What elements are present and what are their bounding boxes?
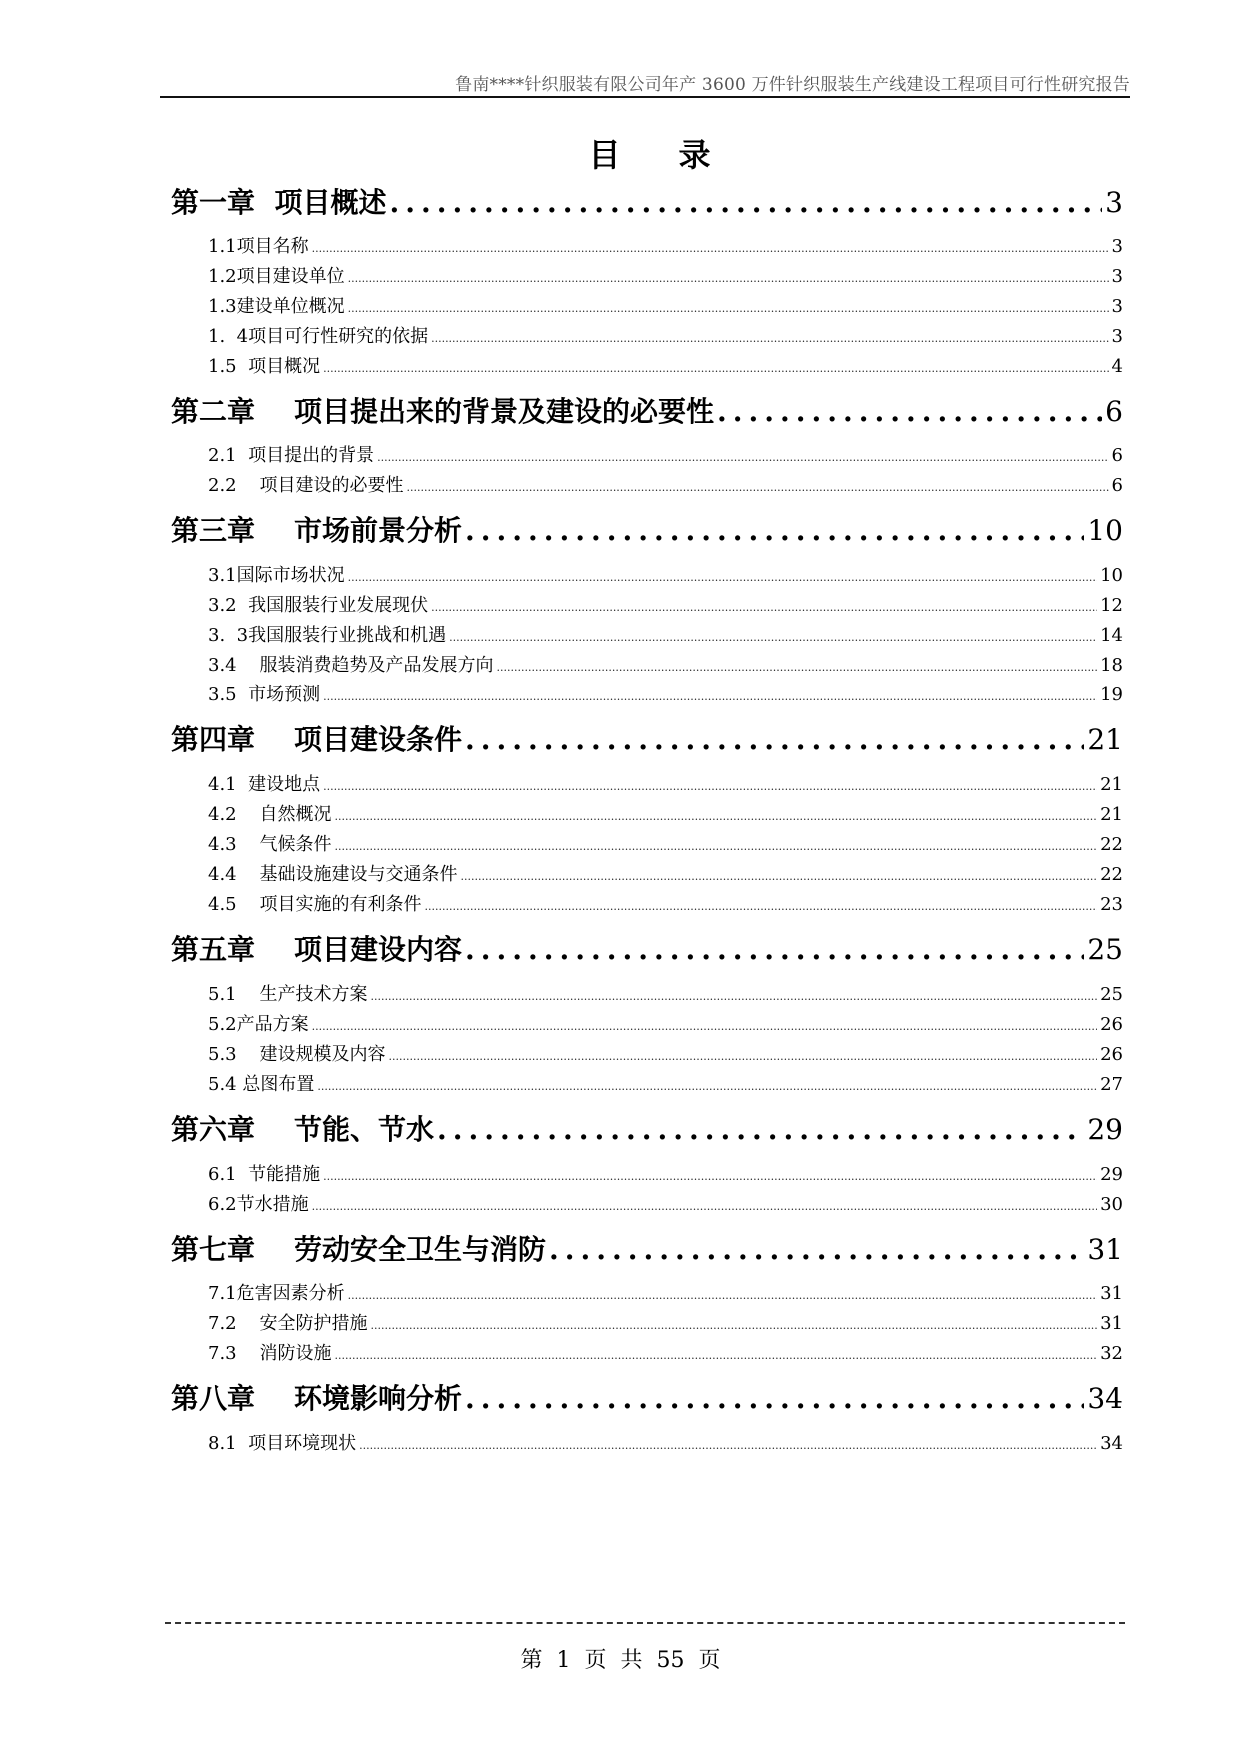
toc-section-entry[interactable] bbox=[208, 770, 1123, 796]
dot-leader bbox=[335, 810, 1098, 823]
toc-section-entry[interactable] bbox=[208, 262, 1123, 288]
toc-entry-label: 2.2 项目建设的必要性 bbox=[208, 475, 404, 496]
toc-entry-label: 第二章 项目提出来的背景及建设的必要性 bbox=[171, 395, 714, 428]
toc-section-entry[interactable] bbox=[208, 1010, 1123, 1036]
toc-page-number: 12 bbox=[1100, 595, 1123, 616]
toc-page-number: 31 bbox=[1100, 1313, 1123, 1334]
toc-section-entry[interactable] bbox=[208, 830, 1123, 856]
toc-page-number: 25 bbox=[1087, 933, 1123, 966]
toc-page-number: 3 bbox=[1111, 326, 1123, 347]
dot-leader bbox=[371, 990, 1098, 1003]
toc-chapter-entry[interactable] bbox=[171, 718, 1123, 758]
toc-section-entry[interactable] bbox=[208, 1190, 1123, 1216]
toc-page-number: 14 bbox=[1100, 625, 1123, 646]
toc-page-number: 3 bbox=[1111, 296, 1123, 317]
toc-entry-label: 第四章 项目建设条件 bbox=[171, 723, 462, 756]
dot-leader bbox=[377, 451, 1108, 464]
toc-entry-label: 1.2项目建设单位 bbox=[208, 266, 345, 287]
toc-page-number: 34 bbox=[1087, 1382, 1123, 1415]
dot-leader bbox=[312, 1020, 1097, 1033]
toc-entry-label: 1.1项目名称 bbox=[208, 236, 309, 257]
toc-section-entry[interactable] bbox=[208, 1279, 1123, 1305]
toc-entry-label: 4.3 气候条件 bbox=[208, 834, 332, 855]
toc-page-number: 25 bbox=[1100, 984, 1123, 1005]
dot-leader bbox=[461, 870, 1098, 883]
toc-page-number: 4 bbox=[1111, 356, 1123, 377]
dot-leader bbox=[497, 661, 1098, 674]
toc-entry-label: 8.1 项目环境现状 bbox=[208, 1433, 357, 1454]
toc-chapter-entry[interactable] bbox=[171, 928, 1123, 968]
toc-page-number: 18 bbox=[1100, 655, 1123, 676]
dot-leader bbox=[465, 1382, 1084, 1415]
toc-entry-label: 第六章 节能、节水 bbox=[171, 1113, 434, 1146]
toc-page-number: 21 bbox=[1100, 804, 1123, 825]
toc-entry-label: 1. 4项目可行性研究的依据 bbox=[208, 326, 429, 347]
dot-leader bbox=[312, 1200, 1097, 1213]
toc-entry-label: 3.5 市场预测 bbox=[208, 684, 321, 705]
toc-section-entry[interactable] bbox=[208, 322, 1123, 348]
toc-page-number: 26 bbox=[1100, 1044, 1123, 1065]
toc-section-entry[interactable] bbox=[208, 561, 1123, 587]
dot-leader bbox=[348, 272, 1109, 285]
toc-chapter-entry[interactable] bbox=[171, 1377, 1123, 1417]
toc-page-number: 21 bbox=[1087, 723, 1123, 756]
toc-section-entry[interactable] bbox=[208, 591, 1123, 617]
toc-section-entry[interactable] bbox=[208, 1040, 1123, 1066]
dot-leader bbox=[407, 481, 1109, 494]
dot-leader bbox=[348, 1289, 1097, 1302]
toc-entry-label: 3.2 我国服装行业发展现伏 bbox=[208, 595, 429, 616]
toc-chapter-entry[interactable] bbox=[171, 509, 1123, 549]
dot-leader bbox=[465, 514, 1084, 547]
toc-page-number: 29 bbox=[1100, 1164, 1123, 1185]
toc-entry-label: 4.1 建设地点 bbox=[208, 774, 321, 795]
toc-entry-label: 7.1危害因素分析 bbox=[208, 1283, 345, 1304]
toc-page-number: 23 bbox=[1100, 894, 1123, 915]
toc-chapter-entry[interactable] bbox=[171, 181, 1123, 221]
toc-section-entry[interactable] bbox=[208, 800, 1123, 826]
page-number-footer: 第 1 页 共 55 页 bbox=[520, 1648, 721, 1673]
toc-section-entry[interactable] bbox=[208, 352, 1123, 378]
toc-entry-label: 7.3 消防设施 bbox=[208, 1343, 332, 1364]
toc-page-number: 6 bbox=[1111, 445, 1123, 466]
toc-entry-label: 5.3 建设规模及内容 bbox=[208, 1044, 386, 1065]
dot-leader bbox=[335, 1349, 1098, 1362]
toc-chapter-entry[interactable] bbox=[171, 390, 1123, 430]
toc-entry-label: 第八章 环境影响分析 bbox=[171, 1382, 462, 1415]
toc-page-number: 31 bbox=[1087, 1233, 1123, 1266]
dot-leader bbox=[449, 631, 1097, 644]
toc-page-number: 26 bbox=[1100, 1014, 1123, 1035]
toc-entry-label: 4.2 自然概况 bbox=[208, 804, 332, 825]
toc-entry-label: 3. 3我国服装行业挑战和机遇 bbox=[208, 625, 447, 646]
dot-leader bbox=[465, 933, 1084, 966]
dot-leader bbox=[323, 780, 1097, 793]
toc-title: 目录 bbox=[588, 136, 769, 174]
dot-leader bbox=[371, 1319, 1098, 1332]
toc-entry-label: 5.4 总图布置 bbox=[208, 1074, 315, 1095]
toc-entry-label: 第一章 项目概述 bbox=[171, 186, 387, 219]
toc-entry-label: 3.4 服装消费趋势及产品发展方向 bbox=[208, 655, 494, 676]
dot-leader bbox=[323, 1170, 1097, 1183]
toc-section-entry[interactable] bbox=[208, 1160, 1123, 1186]
toc-section-entry[interactable] bbox=[208, 680, 1123, 706]
toc-chapter-entry[interactable] bbox=[171, 1108, 1123, 1148]
toc-section-entry[interactable] bbox=[208, 621, 1123, 647]
toc-page-number: 10 bbox=[1100, 565, 1123, 586]
toc-page-number: 6 bbox=[1111, 475, 1123, 496]
toc-entry-label: 4.4 基础设施建设与交通条件 bbox=[208, 864, 458, 885]
dot-leader bbox=[317, 1080, 1097, 1093]
dot-leader bbox=[437, 1113, 1084, 1146]
dot-leader bbox=[312, 242, 1109, 255]
toc-entry-label: 4.5 项目实施的有利条件 bbox=[208, 894, 422, 915]
dot-leader bbox=[717, 395, 1102, 428]
toc-page-number: 27 bbox=[1100, 1074, 1123, 1095]
toc-entry-label: 2.1 项目提出的背景 bbox=[208, 445, 375, 466]
toc-entry-label: 第五章 项目建设内容 bbox=[171, 933, 462, 966]
toc-chapter-entry[interactable] bbox=[171, 1228, 1123, 1268]
toc-entry-label: 第三章 市场前景分析 bbox=[171, 514, 462, 547]
dot-leader bbox=[348, 571, 1097, 584]
toc-page-number: 19 bbox=[1100, 684, 1123, 705]
toc-section-entry[interactable] bbox=[208, 232, 1123, 258]
toc-entry-label: 5.2产品方案 bbox=[208, 1014, 309, 1035]
toc-page-number: 3 bbox=[1111, 236, 1123, 257]
dot-leader bbox=[431, 332, 1108, 345]
toc-page-number: 22 bbox=[1100, 864, 1123, 885]
dot-leader bbox=[425, 900, 1098, 913]
toc-page-number: 34 bbox=[1100, 1433, 1123, 1454]
toc-page-number: 31 bbox=[1100, 1283, 1123, 1304]
toc-page-number: 6 bbox=[1105, 395, 1123, 428]
toc-section-entry[interactable] bbox=[208, 890, 1123, 916]
toc-section-entry[interactable] bbox=[208, 980, 1123, 1006]
toc-section-entry[interactable] bbox=[208, 651, 1123, 677]
toc-page-number: 30 bbox=[1100, 1194, 1123, 1215]
toc-page-number: 32 bbox=[1100, 1343, 1123, 1364]
dot-leader bbox=[390, 186, 1103, 219]
toc-section-entry[interactable] bbox=[208, 1309, 1123, 1335]
toc-page-number: 29 bbox=[1087, 1113, 1123, 1146]
toc-section-entry[interactable] bbox=[208, 1070, 1123, 1096]
dot-leader bbox=[323, 362, 1108, 375]
footer-divider bbox=[165, 1622, 1125, 1624]
dot-leader bbox=[389, 1050, 1098, 1063]
dot-leader bbox=[359, 1439, 1097, 1452]
dot-leader bbox=[323, 690, 1097, 703]
toc-page-number: 3 bbox=[1105, 186, 1123, 219]
toc-entry-label: 1.3建设单位概况 bbox=[208, 296, 345, 317]
dot-leader bbox=[465, 723, 1084, 756]
toc-page-number: 10 bbox=[1087, 514, 1123, 547]
toc-entry-label: 6.2节水措施 bbox=[208, 1194, 309, 1215]
dot-leader bbox=[348, 302, 1109, 315]
toc-entry-label: 5.1 生产技术方案 bbox=[208, 984, 368, 1005]
toc-entry-label: 第七章 劳动安全卫生与消防 bbox=[171, 1233, 546, 1266]
toc-entry-label: 3.1国际市场状况 bbox=[208, 565, 345, 586]
dot-leader bbox=[335, 840, 1098, 853]
toc-entry-label: 1.5 项目概况 bbox=[208, 356, 321, 377]
dot-leader bbox=[549, 1233, 1084, 1266]
toc-section-entry[interactable] bbox=[208, 1429, 1123, 1455]
toc-page-number: 22 bbox=[1100, 834, 1123, 855]
toc-section-entry[interactable] bbox=[208, 1339, 1123, 1365]
toc-entry-label: 6.1 节能措施 bbox=[208, 1164, 321, 1185]
toc-section-entry[interactable] bbox=[208, 441, 1123, 467]
running-header: 鲁南****针织服装有限公司年产 3600 万件针织服装生产线建设工程项目可行性研究报告 bbox=[455, 75, 1130, 95]
dot-leader bbox=[431, 601, 1097, 614]
toc-section-entry[interactable] bbox=[208, 860, 1123, 886]
toc-section-entry[interactable] bbox=[208, 292, 1123, 318]
toc-section-entry[interactable] bbox=[208, 471, 1123, 497]
toc-page-number: 3 bbox=[1111, 266, 1123, 287]
toc-page-number: 21 bbox=[1100, 774, 1123, 795]
toc-entry-label: 7.2 安全防护措施 bbox=[208, 1313, 368, 1334]
